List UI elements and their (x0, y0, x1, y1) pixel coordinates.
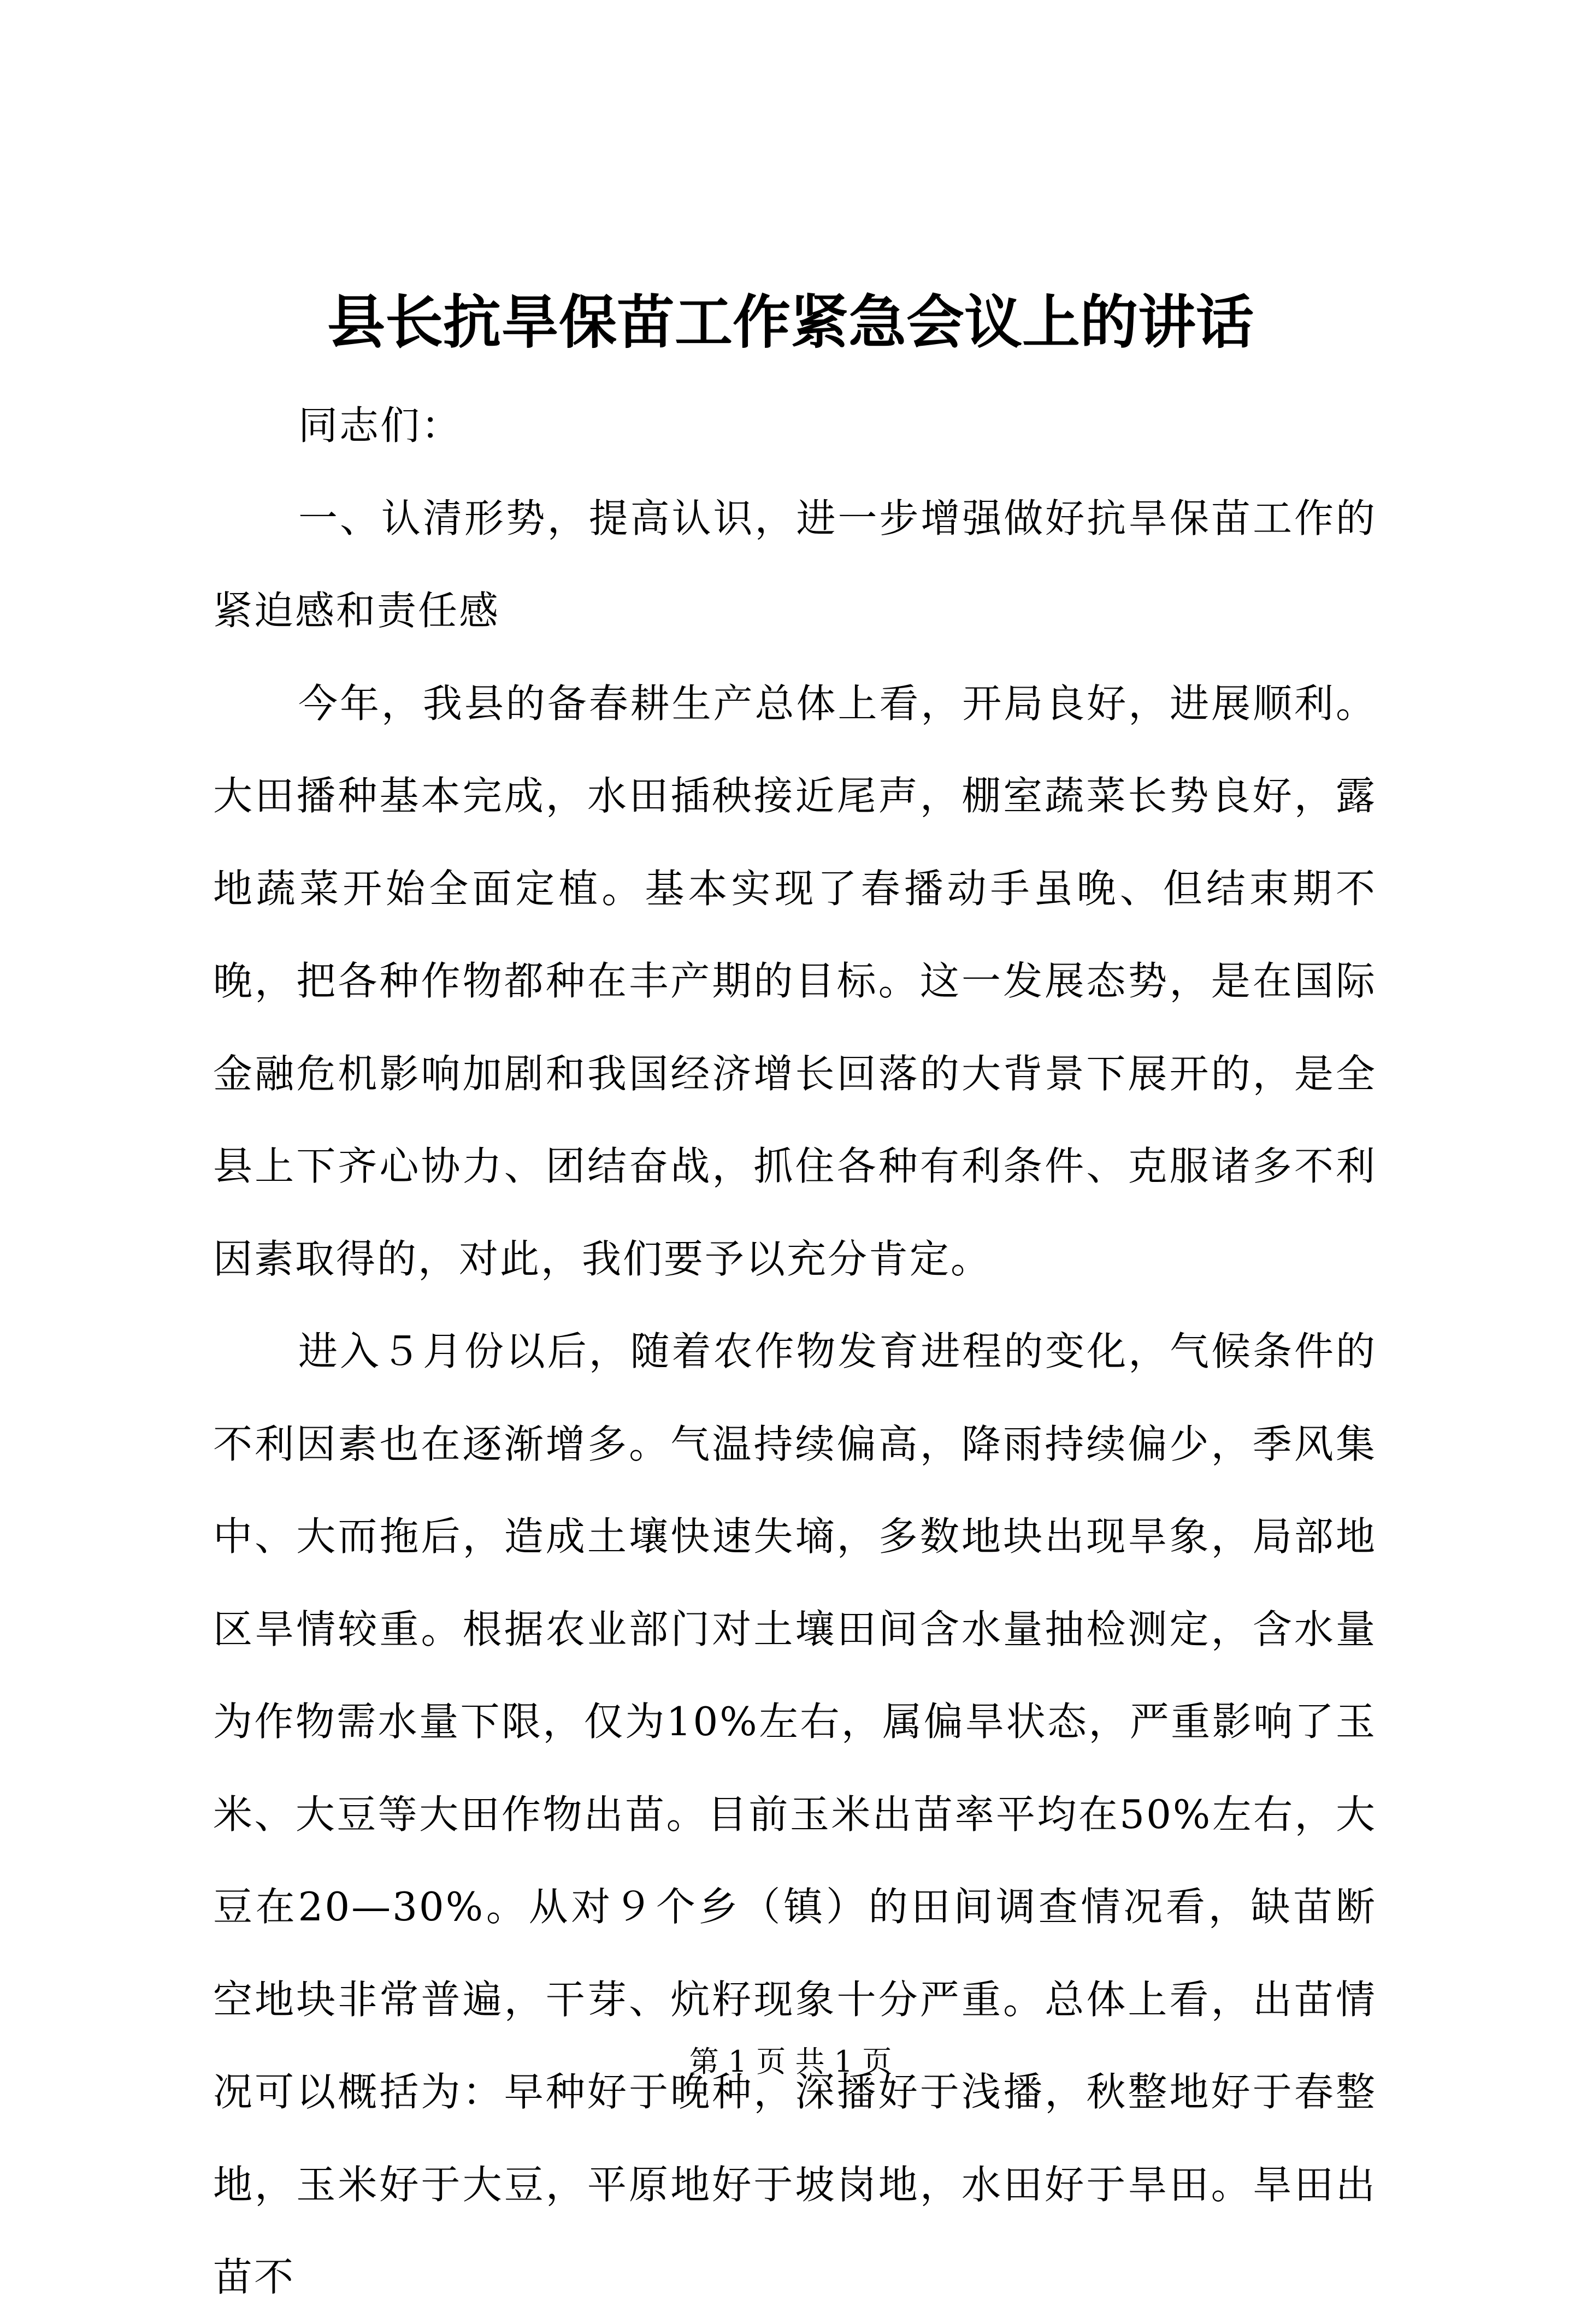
body-paragraph: 进入５月份以后，随着农作物发育进程的变化，气候条件的不利因素也在逐渐增多。气温持续偏高，降雨持续偏少，季风集中、大而拖后，造成土壤快速失墒，多数地块出现旱象，局部地区旱情较重。根据农业部门对土壤田间含水量抽检测定，含水量为作物需水量下限，仅为10%左右，属偏旱状态，严重影响了玉米、大豆等大田作物出苗。目前玉米出苗率平均在50%左右，大豆在20—30%。从对９个乡（镇）的田间调查情况看，缺苗断空地块非常普遍，干芽、炕籽现象十分严重。总体上看，出苗情况可以概括为：早种好于晚种，深播好于浅播，秋整地好于春整地，玉米好于大豆，平原地好于坡岗地，水田好于旱田。旱田出苗不 (213, 1328, 1377, 2300)
document-body (213, 380, 1377, 2324)
body-paragraph: 今年，我县的备春耕生产总体上看，开局良好，进展顺利。大田播种基本完成，水田插秧接近尾声，棚室蔬菜长势良好，露地蔬菜开始全面定植。基本实现了春播动手虽晚、但结束期不晚，把各种作物都种在丰产期的目标。这一发展态势，是在国际金融危机影响加剧和我国经济增长回落的大背景下展开的，是全县上下齐心协力、团结奋战，抓住各种有利条件、克服诸多不利因素取得的，对此，我们要予以充分肯定。 (213, 680, 1377, 1282)
page-footer: 第 1 页 共 1 页 (689, 2044, 892, 2079)
document-title: 县长抗旱保苗工作紧急会议上的讲话 (327, 288, 1254, 356)
greeting-paragraph: 同志们： (298, 403, 463, 448)
section-heading: 一、认清形势，提高认识，进一步增强做好抗旱保苗工作的紧迫感和责任感 (213, 495, 1377, 634)
